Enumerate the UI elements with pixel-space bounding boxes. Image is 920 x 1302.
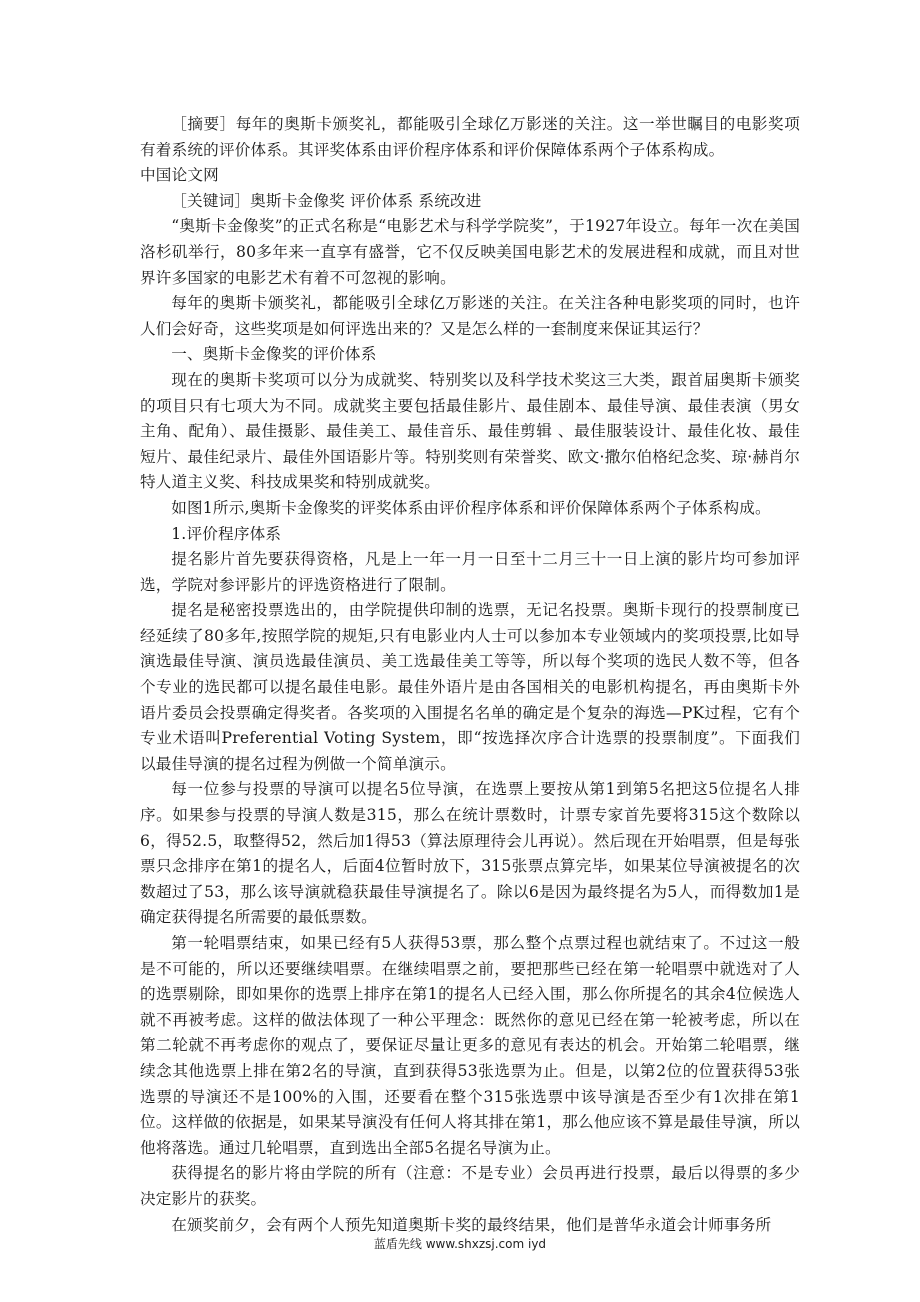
body-paragraph: 在颁奖前夕，会有两个人预先知道奥斯卡奖的最终结果，他们是普华永道会计师事务所 — [171, 1215, 772, 1234]
body-paragraph: 提名影片首先要获得资格，凡是上一年一月一日至十二月三十一日上演的影片均可参加评选，学院对参评影片的评选资格进行了限制。 — [140, 550, 800, 594]
body-paragraph: 获得提名的影片将由学院的所有（注意：不是专业）会员再进行投票，最后以得票的多少决定影片的获奖。 — [140, 1164, 800, 1208]
body-paragraph: 如图1所示,奥斯卡金像奖的评奖体系由评价程序体系和评价保障体系两个子体系构成。 — [171, 498, 771, 517]
section-heading: 一、奥斯卡金像奖的评价体系 — [171, 345, 377, 364]
abstract-paragraph: ［摘要］每年的奥斯卡颁奖礼，都能吸引全球亿万影迷的关注。这一举世瞩目的电影奖项有着系统的评价体系。其评奖体系由评价程序体系和评价保障体系两个子体系构成。 — [140, 115, 800, 159]
body-paragraph: “奥斯卡金像奖”的正式名称是“电影艺术与科学学院奖”，于1927年设立。每年一次在美国洛杉矶举行，80多年来一直享有盛誉，它不仅反映美国电影艺术的发展进程和成就，而且对世界许多国家的电影艺术有着不可忽视的影响。 — [140, 217, 800, 287]
body-paragraph: 提名是秘密投票选出的，由学院提供印制的选票，无记名投票。奥斯卡现行的投票制度已经延续了80多年,按照学院的规矩,只有电影业内人士可以参加本专业领域内的奖项投票,比如导演选最佳导演、演员选最佳演员、美工选最佳美工等等，所以每个奖项的选民人数不等，但各个专业的选民都可以提名最佳电影。最佳外语片是由各国相关的电影机构提名，再由奥斯卡外语片委员会投票确定得奖者。各奖项的入围提名名单的确定是个复杂的海选—PK过程，它有个专业术语叫Preferential Voting System，即“按选择次序合计选票的投票制度”。下面我们以最佳导演的提名过程为例做一个简单演示。 — [140, 601, 800, 773]
body-paragraph: 现在的奥斯卡奖项可以分为成就奖、特别奖以及科学技术奖这三大类，跟首届奥斯卡颁奖的项目只有七项大为不同。成就奖主要包括最佳影片、最佳剧本、最佳导演、最佳表演（男女主角、配角）、最佳摄影、最佳美工、最佳音乐、最佳剪辑 、最佳服装设计、最佳化妆、最佳短片、最佳纪录片、最佳外国语影片等。特别奖则有荣誉奖、欧文·撒尔伯格纪念奖、琼·赫肖尔特人道主义奖、科技成果奖和特别成就奖。 — [140, 370, 800, 492]
subsection-heading: 1.评价程序体系 — [171, 524, 282, 543]
document-body — [140, 112, 800, 1238]
body-paragraph: 第一轮唱票结束，如果已经有5人获得53票，那么整个点票过程也就结束了。不过这一般是不可能的，所以还要继续唱票。在继续唱票之前，要把那些已经在第一轮唱票中就选对了人的选票剔除，即如果你的选票上排序在第1的提名人已经入围，那么你所提名的其余4位候选人就不再被考虑。这样的做法体现了一种公平理念：既然你的意见已经在第一轮被考虑，所以在第二轮就不再考虑你的观点了，要保证尽量让更多的意见有表达的机会。开始第二轮唱票，继续念其他选票上排在第2名的导演，直到获得53张选票为止。但是，以第2位的位置获得53张选票的导演还不是100%的入围，还要看在整个315张选票中该导演是否至少有1次排在第1位。这样做的依据是，如果某导演没有任何人将其排在第1，那么他应该不算是最佳导演，所以他将落选。通过几轮唱票，直到选出全部5名提名导演为止。 — [140, 934, 800, 1157]
keywords-paragraph: ［关键词］奥斯卡金像奖 评价体系 系统改进 — [171, 191, 482, 210]
body-paragraph: 每一位参与投票的导演可以提名5位导演，在选票上要按从第1到第5名把这5位提名人排序。如果参与投票的导演人数是315，那么在统计票数时，计票专家首先要将315这个数除以6，得52.5，取整得52，然后加1得53（算法原理待会儿再说）。然后现在开始唱票，但是每张票只念排序在第1的提名人，后面4位暂时放下，315张票点算完毕，如果某位导演被提名的次数超过了53，那么该导演就稳获最佳导演提名了。除以6是因为最终提名为5人，而得数加1是确定获得提名所需要的最低票数。 — [140, 780, 800, 927]
page-footer: 蓝盾先线 www.shxzsj.com iyd — [373, 1237, 547, 1251]
source-label: 中国论文网 — [140, 166, 219, 185]
body-paragraph: 每年的奥斯卡颁奖礼，都能吸引全球亿万影迷的关注。在关注各种电影奖项的同时，也许人们会好奇，这些奖项是如何评选出来的？又是怎么样的一套制度来保证其运行？ — [140, 294, 800, 338]
